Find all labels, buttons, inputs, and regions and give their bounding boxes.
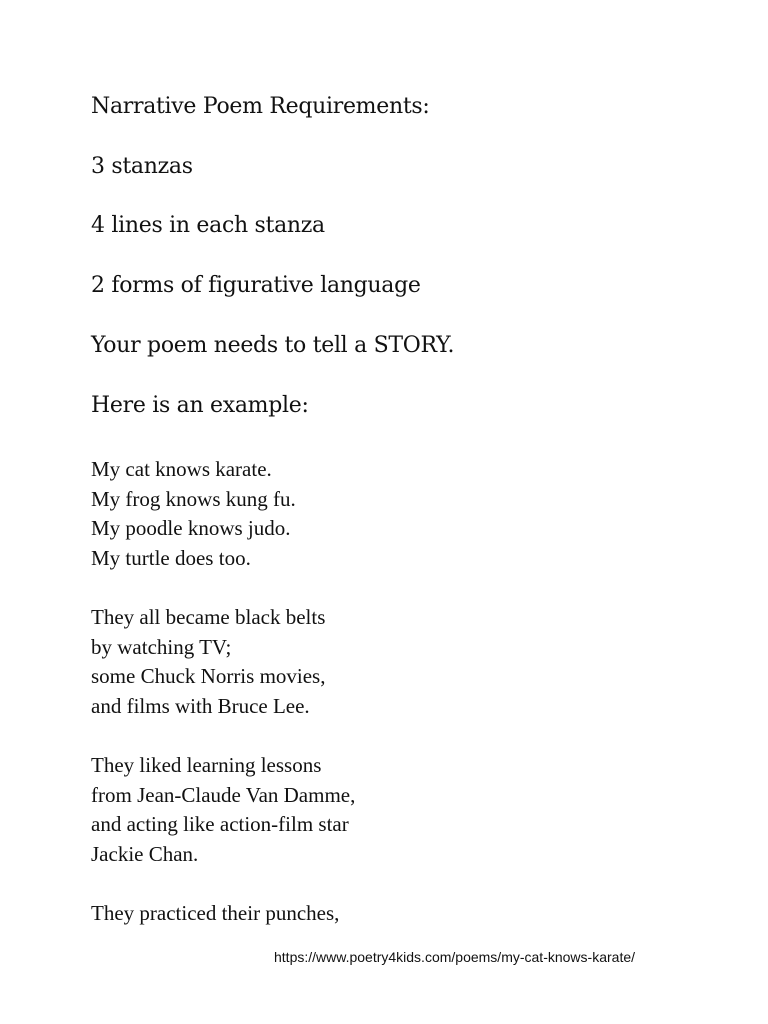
- requirement-figurative-language: 2 forms of figurative language: [91, 273, 421, 298]
- poem-stanza-2: [91, 603, 355, 721]
- poem-line: My poodle knows judo.: [91, 516, 291, 541]
- poem-line: by watching TV;: [91, 634, 232, 659]
- requirement-stanza-count: 3 stanzas: [91, 154, 193, 179]
- requirement-tell-story: Your poem needs to tell a STORY.: [91, 333, 455, 358]
- poem-line: They liked learning lessons: [91, 752, 322, 777]
- poem-line: My cat knows karate.: [91, 457, 272, 481]
- page-title: Narrative Poem Requirements:: [91, 94, 430, 119]
- source-url: https://www.poetry4kids.com/poems/my-cat-knows-karate/: [274, 949, 636, 965]
- requirement-lines-per-stanza: 4 lines in each stanza: [91, 213, 325, 238]
- poem-stanza-1: [91, 455, 355, 573]
- poem-line: They all became black belts: [91, 604, 326, 629]
- poem-line: My frog knows kung fu.: [91, 486, 296, 511]
- poem-line: and films with Bruce Lee.: [91, 693, 310, 718]
- poem-line: My turtle does too.: [91, 545, 251, 570]
- poem-stanza-3: [91, 751, 355, 869]
- poem-line: some Chuck Norris movies,: [91, 664, 326, 689]
- example-intro: Here is an example:: [91, 393, 309, 418]
- poem-stanza-4: [91, 899, 355, 929]
- poem-line: They practiced their punches,: [91, 900, 340, 925]
- poem-line: Jackie Chan.: [91, 841, 199, 866]
- example-poem: [91, 455, 355, 958]
- poem-line: and acting like action-film star: [91, 812, 349, 837]
- poem-line: from Jean-Claude Van Damme,: [91, 782, 356, 807]
